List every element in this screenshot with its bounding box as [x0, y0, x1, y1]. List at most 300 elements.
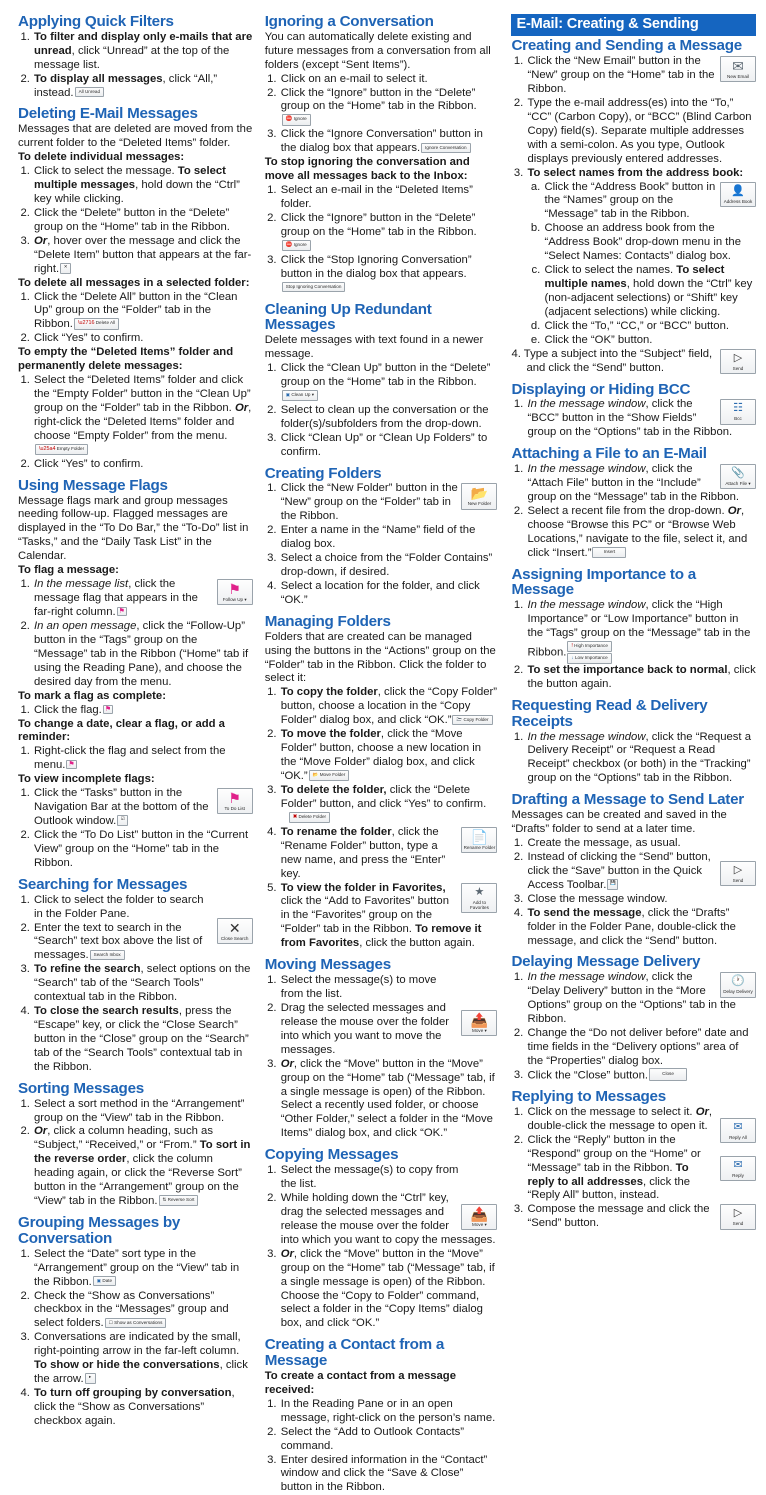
ribbon-chip-delete-all[interactable]: [74, 318, 119, 329]
step-text: Select a choice from the “Folder Contains” drop-down, if desired.: [280, 552, 493, 579]
step-text: Click to select the message.: [34, 165, 178, 178]
folder-icon: 📂: [470, 485, 489, 502]
button-label: New Email: [727, 74, 749, 80]
step-text: Check the “Show as Conversations” checkbox in the “Messages” group and select folders.: [34, 1289, 229, 1330]
clock-icon: 🕐: [731, 975, 745, 988]
button-label: Send: [732, 877, 744, 883]
chip-label: Date: [102, 1277, 113, 1283]
list-item: [526, 505, 756, 561]
section-heading-displaying-hiding-bcc: Displaying or Hiding BCC: [511, 380, 691, 398]
step-italic: In the message window: [527, 730, 646, 743]
step-text-2: , click the “Move” button in the “Move” group on the “Home” tab (“Message” tab, if a single message is open) of the Ribbon. Select a recently used folder, or choose “Other Folder,” select a folder in the “Move Items” dialog box, and click “OK.”: [280, 1057, 495, 1140]
expand-arrow-icon[interactable]: ▸: [85, 1373, 96, 1384]
section-intro: Messages can be created and saved in the “Drafts” folder to send at a later time.: [511, 809, 727, 835]
new-folder-button[interactable]: [461, 483, 497, 509]
show-as-conversations-checkbox[interactable]: ☐ Show as Conversations: [105, 1318, 167, 1329]
send-button[interactable]: [720, 349, 756, 374]
button-label: Reply All: [729, 1134, 747, 1140]
section-heading-copying-messages: Copying Messages: [264, 1146, 399, 1164]
list-item: [526, 907, 756, 949]
step-bold: To reply to all addresses: [527, 1161, 689, 1188]
move-button-copy[interactable]: [461, 1204, 497, 1230]
list-quick-filters: [18, 31, 253, 101]
step-text-2: , right-click the “Deleted Items” folder and choose “Empty Folder” from the menu.: [34, 402, 252, 442]
move-icon: 📤: [470, 1012, 489, 1029]
address-book-icon: 👤: [731, 184, 745, 197]
step-bold: To rename the folder: [280, 825, 392, 838]
chip-label: Ignore: [293, 116, 307, 122]
close-search-button[interactable]: [217, 918, 253, 944]
chip-label: Reverse Sort: [167, 1197, 195, 1203]
clean-up-icon: ▣: [285, 392, 291, 398]
step-bold: To copy the folder: [280, 686, 378, 699]
section-heading-delaying-message-delivery: Delaying Message Delivery: [511, 953, 701, 971]
low-importance-button[interactable]: [567, 653, 612, 664]
list-item: [280, 826, 498, 882]
step-or: Or: [695, 1105, 709, 1118]
step-italic: In the message list: [34, 578, 129, 591]
step-number: 4.: [511, 347, 521, 360]
step-or: Or: [280, 1247, 294, 1260]
step-text: Click on an e-mail to select it.: [280, 72, 428, 85]
step-bold: To delete the folder,: [280, 783, 387, 796]
ribbon-chip-copy-folder[interactable]: [452, 715, 492, 726]
button-label: Send: [732, 365, 744, 371]
step-text: Select the message(s) to move from the list.: [280, 974, 437, 1000]
follow-up-button[interactable]: [217, 579, 253, 605]
bcc-button[interactable]: [720, 399, 756, 424]
bcc-icon: ☷: [733, 402, 743, 415]
subheading-delete-individual: To delete individual messages:: [18, 151, 185, 164]
send-button-reply[interactable]: [720, 1204, 756, 1229]
step-bold: To filter and display only e-mails that are unread: [34, 30, 253, 57]
reply-icon: ✉: [733, 1159, 743, 1172]
step-text-2: , click the “Follow-Up” button in the “Tags” group on the “Message” tab in the Ribbon (“Home” tab if using the Reading Pane), and choose the desired day from the menu.: [34, 619, 249, 688]
section-intro: Delete messages with text found in a newer message.: [264, 334, 484, 361]
list-item: [280, 87, 498, 129]
list-item: [33, 745, 253, 773]
step-text: Select a location for the folder, and click “OK.”: [280, 580, 480, 606]
step-bold: To select multiple messages: [34, 165, 226, 192]
step-bold: To set the importance back to normal: [527, 664, 728, 677]
step-text: Enter the text to search in the “Search” text box above the list of messages.: [34, 921, 203, 962]
chip-label: Copy Folder: [463, 716, 489, 722]
step-or: Or: [234, 402, 249, 415]
step-text-3: , click the arrow.: [34, 1359, 248, 1386]
button-label: Delay Delivery: [723, 989, 753, 995]
list-item: [33, 1098, 253, 1126]
folder-icon: \u25a4: [39, 445, 56, 452]
list-item: [280, 1248, 498, 1332]
ribbon-chip-ignore[interactable]: [282, 240, 311, 251]
section-heading-drafting-message: Drafting a Message to Send Later: [511, 791, 744, 809]
list-item: [280, 404, 498, 432]
step-or: Or: [34, 234, 48, 247]
list-item: [33, 207, 253, 235]
step-bold: To show or hide the conversations: [34, 1359, 220, 1372]
step-text-3: , click the column heading again, or click the “Reverse Sort” button in the “Arrangement” group on the “View” tab in the Ribbon.: [34, 1153, 242, 1208]
star-icon: 5. ★: [474, 885, 485, 898]
list-item: [280, 432, 498, 460]
subheading-empty-deleted-items: To empty the “Deleted Items” folder and permanently delete messages:: [18, 346, 234, 373]
section-heading-searching-for-messages: Searching for Messages: [18, 875, 188, 893]
list-item: [526, 1203, 756, 1231]
subheading-stop-ignoring: To stop ignoring the conversation and move all messages back to the Inbox:: [264, 156, 470, 183]
add-to-favorites-button[interactable]: [461, 883, 497, 914]
close-button[interactable]: Close: [649, 1068, 687, 1081]
step-text: Select a sort method in the “Arrangement” group on the “View” tab in the Ribbon.: [34, 1097, 245, 1124]
chip-label: Ignore: [293, 241, 307, 247]
send-icon: ▷: [733, 863, 743, 876]
section-heading-creating-contact-from-message: Creating a Contact from a Message: [264, 1336, 445, 1370]
step-italic: In the message window: [527, 971, 646, 984]
list-item: [33, 165, 253, 207]
ribbon-chip-clean-up[interactable]: [282, 390, 318, 401]
step-text: Click the “Clean Up” button in the “Delete” group on the “Home” tab in the Ribbon.: [280, 362, 491, 389]
column-right: [507, 14, 756, 1230]
envelope-icon: ✉: [732, 58, 744, 75]
button-label: Reply: [732, 1173, 744, 1179]
list-item: [280, 552, 498, 580]
step-text-2: , click the “Move” button in the “Move” group on the “Home” tab (“Message” tab, if a single message is open) of the Ribbon. Choose the “Copy to Folder” command, select a folder in the “Copy Items” dialog box, and click “OK.”: [280, 1247, 495, 1330]
step-bold: To select multiple names: [544, 264, 725, 291]
step-text: Enter desired information in the “Contact” window and click the “Save & Close” button in the Ribbon.: [280, 1453, 488, 1494]
list-item: [280, 1058, 498, 1142]
reply-all-icon: ✉: [733, 1120, 743, 1133]
ribbon-chip-all-unread[interactable]: All Unread: [75, 87, 104, 98]
chip-label: Delete All: [95, 320, 116, 326]
close-icon: ✕: [228, 919, 241, 936]
list-item: [33, 31, 253, 73]
high-importance-icon: !: [571, 642, 573, 649]
list-managing-folders: [265, 686, 498, 951]
list-item: [543, 264, 756, 320]
step-text: Select the message(s) to copy from the list.: [280, 1164, 459, 1191]
section-heading-managing-folders: Managing Folders: [264, 612, 391, 630]
step-text: Instead of clicking the “Send” button, click the “Save” button in the Quick Access Toolbar.: [527, 850, 711, 891]
list-item: [33, 458, 253, 472]
ribbon-chip-ignore[interactable]: [282, 114, 311, 125]
list-item: [280, 254, 498, 296]
step-text: Select the “Add to Outlook Contacts” command.: [280, 1425, 465, 1452]
step-text-2: , click the “Show as Conversations” checkbox again.: [34, 1387, 235, 1427]
list-ignore-conversation: [265, 73, 498, 157]
chip-label: Move Folder: [319, 772, 346, 778]
tasks-icon[interactable]: ☑: [117, 815, 128, 826]
chip-label: Empty Folder: [56, 445, 85, 451]
step-text: In the Reading Pane or in an open message, right-click on the person’s name.: [280, 1397, 496, 1424]
list-item: [280, 686, 498, 728]
section-heading-moving-messages: Moving Messages: [264, 956, 391, 974]
list-item: [280, 212, 498, 254]
step-text: Type the e-mail address(es) into the “To,” “CC” (Carbon Copy), or “BCC” (Blind Carbon Copy) field(s). Separate multiple addresses with a semi-colon. As you type, Outlook displays previously entered addresses.: [527, 96, 752, 165]
step-text: Close the message window.: [527, 892, 668, 905]
reply-button[interactable]: [720, 1156, 756, 1181]
step-bold: To close the search results: [34, 1005, 179, 1018]
ignore-icon: ⛔: [285, 116, 293, 123]
step-bold: To view the folder in Favorites,: [280, 881, 446, 894]
list-item: [543, 320, 756, 334]
list-sorting: [18, 1098, 253, 1210]
list-item: [33, 332, 253, 346]
to-do-list-button[interactable]: [217, 788, 253, 814]
button-label: Close Search: [220, 935, 249, 941]
list-item: [280, 580, 498, 608]
ribbon-chip-delete-folder[interactable]: [289, 812, 330, 823]
list-empty-folder: [18, 374, 253, 472]
step-text: Choose an address book from the “Address Book” drop-down menu in the “Select Names: Contacts” dialog box.: [544, 222, 741, 263]
step-text-3: , hold down the “Ctrl” key (non-adjacent selections) or “Shift” key (adjacent selections) while clicking.: [544, 278, 753, 318]
to-do-list-icon: ⚑: [228, 790, 241, 807]
list-item: [526, 893, 756, 907]
step-text: Drag the selected messages and release the mouse over the folder into which you want to move the messages.: [280, 1001, 449, 1056]
step-text-2: , click the button again.: [527, 664, 756, 690]
step-text: Click the “Address Book” button in the “Names” group on the “Message” tab in the Ribbon.: [544, 180, 716, 221]
button-label: To Do List: [224, 806, 245, 812]
step-text: Click “Yes” to confirm.: [34, 457, 144, 470]
step-text: Click the flag.: [34, 703, 102, 716]
button-label: Bcc: [734, 416, 742, 422]
step-text: Change the “Do not deliver before” date and time fields in the “Delivery options” area of the “Properties” dialog box.: [527, 1026, 749, 1067]
list-item: [526, 599, 756, 664]
search-box-chip[interactable]: Search Inbox: [90, 950, 125, 961]
ribbon-chip-empty-folder[interactable]: [35, 444, 88, 455]
list-item: [33, 704, 253, 718]
step-text: Select to clean up the conversation or the folder(s)/subfolders from the drop-down.: [280, 403, 489, 430]
step-bold: To refine the search: [34, 963, 141, 976]
step-text: Click the “Tasks” button in the Navigation Bar at the bottom of the Outlook window.: [34, 787, 209, 828]
step-text: Click on the message to select it.: [527, 1105, 696, 1118]
step-text: Click the “Ignore Conversation” button in the dialog box that appears.: [280, 128, 483, 155]
step-text: Select the “Date” sort type in the “Arrangement” group on the “View” tab in the Ribbon.: [34, 1247, 240, 1288]
step-text-2: , click the “Move Folder” button, choose a new location in the “Move Folder” dialog box, and click “OK.”: [280, 728, 482, 783]
list-item: [280, 1164, 498, 1192]
subheading-change-date-clear-flag: To change a date, clear a flag, or add a reminder:: [18, 717, 225, 744]
step-text-2: , hold down the “Ctrl” key while clicking.: [34, 179, 240, 205]
list-item: [526, 97, 756, 167]
subheading-create-contact: To create a contact from a message received:: [264, 1369, 456, 1396]
delete-icon: \u2716: [77, 320, 95, 327]
step-text-2: , hover over the message and click the “Delete Item” button that appears at the far-right.: [34, 234, 252, 275]
step-text-3: , double-click the message to open it.: [527, 1105, 713, 1132]
step-text-2: , click the “BCC” button in the “Show Fields” group on the “Options” tab in the Ribbon.: [527, 398, 733, 439]
address-book-button[interactable]: [720, 182, 756, 207]
flag-icon-inline[interactable]: ⚑: [118, 608, 125, 616]
step-text: Click the “New Folder” button in the “New” group on the “Folder” tab in the Ribbon.: [280, 482, 458, 523]
button-label: Attach File ▾: [725, 481, 751, 487]
step-text: , click “Unread” at the top of the message list.: [34, 44, 230, 71]
list-item: [33, 829, 253, 871]
chip-label: Low Importance: [574, 654, 608, 660]
step-text: Click to select the folder to search in the Folder Pane.: [34, 893, 204, 920]
button-label: Follow Up ▾: [222, 597, 247, 603]
subheading-delete-all: To delete all messages in a selected folder:: [18, 276, 250, 289]
step-text: Compose the message and click the “Send” button.: [527, 1203, 710, 1230]
send-button-drafts[interactable]: [720, 861, 756, 886]
list-item: [33, 374, 253, 458]
list-item: [33, 1387, 253, 1429]
rename-folder-button[interactable]: [461, 827, 497, 853]
step-or: Or: [34, 1125, 48, 1138]
step-bold: To turn off grouping by conversation: [34, 1387, 232, 1400]
step-text: Select a recent file from the drop-down.: [527, 504, 728, 517]
step-text: Click the “New Email” button in the “New” group on the “Home” tab in the Ribbon.: [527, 55, 715, 95]
step-text: Create the message, as usual.: [527, 836, 681, 849]
step-text: Click the “Ignore” button in the “Delete” group on the “Home” tab in the Ribbon.: [280, 86, 477, 113]
step-text: Click “Clean Up” or “Clean Up Folders” to confirm.: [280, 431, 488, 458]
list-item: [33, 235, 253, 277]
list-item: [280, 728, 498, 784]
button-label: Address Book: [723, 198, 753, 204]
section-heading-cleaning-up-redundant: Cleaning Up Redundant Messages: [264, 300, 432, 334]
step-text: Click to select the names.: [544, 264, 677, 277]
list-item: [526, 664, 756, 692]
step-bold-2: To remove it from Favorites: [280, 923, 482, 950]
high-importance-button[interactable]: [567, 641, 612, 652]
step-text: While holding down the “Ctrl” key, drag the selected messages and release the mouse over the folder into which you want to copy the messages.: [280, 1191, 496, 1246]
step-bold: To display all messages: [34, 72, 163, 85]
list-item: [33, 73, 253, 101]
list-item: [543, 222, 756, 264]
attach-file-button[interactable]: [720, 464, 756, 489]
step-text-3: , click the “Reply All” button, instead.: [527, 1175, 691, 1202]
section-heading-assigning-importance: Assigning Importance to a Message: [511, 565, 696, 599]
list-item: [33, 291, 253, 333]
flag-icon-inline[interactable]: ⚑: [68, 761, 75, 769]
step-italic: In the message window: [527, 398, 646, 411]
rename-folder-icon: 4. 📄: [470, 828, 489, 845]
list-item: [33, 1290, 253, 1332]
list-delete-all: [18, 291, 253, 347]
list-item: [33, 1248, 253, 1290]
step-text: Click the “OK” button.: [544, 333, 653, 346]
delete-folder-icon: ✖: [292, 813, 298, 820]
ribbon-chip-move-folder[interactable]: [309, 770, 350, 781]
step-text-3: , click the button again.: [359, 937, 475, 950]
ribbon-chip-date[interactable]: [93, 1276, 116, 1287]
section-heading-attaching-file: Attaching a File to an E-Mail: [511, 445, 707, 463]
list-item: [526, 167, 756, 348]
ignore-icon: ⛔: [285, 241, 293, 248]
step-text: Select an e-mail in the “Deleted Items” folder.: [280, 184, 473, 211]
list-stop-ignoring: [265, 184, 498, 296]
list-item: [280, 184, 498, 212]
list-creating-sending: [511, 55, 756, 348]
button-label: Add to Favorites: [469, 899, 489, 910]
paperclip-icon: 📎: [731, 467, 745, 480]
list-item: [33, 1125, 253, 1209]
step-text-2: , click the “Drafts” folder in the Folder Pane, double-click the message, and click the “Send” button.: [527, 906, 736, 947]
step-text: Click the “Stop Ignoring Conversation” button in the dialog box that appears.: [280, 253, 472, 280]
list-item: [280, 882, 498, 952]
list-grouping: [18, 1248, 253, 1429]
section-intro: You can automatically delete existing and future messages from a conversation from all folders (except “Sent Items”).: [264, 30, 491, 71]
section-heading-grouping-by-conversation: Grouping Messages by Conversation: [18, 1214, 181, 1247]
section-heading-using-message-flags: Using Message Flags: [18, 476, 168, 494]
move-folder-icon: 📂: [312, 772, 319, 778]
list-item: [33, 963, 253, 1005]
step-text-2: , click the “High Importance” or “Low Importance” button in the “Tags” group on the “Message” tab in the Ribbon.: [527, 599, 751, 659]
delay-delivery-button[interactable]: [720, 972, 756, 997]
send-icon: 3. ▷: [733, 1207, 743, 1220]
list-item: [33, 1331, 253, 1387]
list-moving-messages: [265, 974, 498, 1141]
column-left: [18, 13, 263, 1427]
chip-label: Clean Up ▾: [291, 392, 315, 398]
chip-label: Show as Conversations: [114, 1319, 163, 1325]
section-heading-creating-folders: Creating Folders: [264, 464, 382, 482]
list-item: [526, 1027, 756, 1069]
step-bold: To sort in the reverse order: [34, 1139, 251, 1166]
list-item: [280, 73, 498, 87]
stop-ignoring-conversation-button[interactable]: Stop Ignoring Conversation: [282, 282, 346, 293]
step-text-2: , click the message flag that appears in the far-right column.: [34, 578, 198, 619]
subheading-view-incomplete-flags: To view incomplete flags:: [18, 773, 155, 786]
step-text: Click the “To,” “CC,” or “BCC” button.: [544, 319, 729, 332]
step-text-2: , select options on the “Search” tab of the “Search Tools” contextual tab in the Ribbon.: [34, 963, 251, 1004]
step-text: Select the “Deleted Items” folder and click the “Empty Folder” button in the “Clean Up” group on the “Folder” tab in the Ribbon.: [34, 374, 251, 415]
section-heading-deleting-email-messages: Deleting E-Mail Messages: [18, 105, 198, 123]
section-heading-read-delivery-receipts: Requesting Read & Delivery Receipts: [511, 696, 708, 730]
step-bold: To select names from the address book:: [527, 166, 744, 179]
flag-icon-inline[interactable]: ⚑: [104, 705, 112, 713]
step-text: Click the “Delete” button in the “Delete” group on the “Home” tab in the Ribbon.: [34, 206, 230, 233]
list-item: [280, 128, 498, 156]
section-heading-ignoring-a-conversation: Ignoring a Conversation: [264, 13, 434, 30]
step-text: , click “All,” instead.: [34, 72, 218, 99]
list-item: [280, 974, 498, 1002]
section-heading-replying-to-messages: Replying to Messages: [511, 1088, 666, 1106]
list-item: [33, 620, 253, 690]
list-item: [33, 1005, 253, 1075]
list-item: [280, 1398, 498, 1426]
list-item: [543, 334, 756, 348]
button-label: Send: [732, 1221, 744, 1227]
list-change-flag: [18, 745, 253, 773]
step-text-2: , click a column heading, such as “Subject,” “Received,” or “From.”: [34, 1125, 213, 1152]
banner-email-creating-sending: E-Mail: Creating & Sending: [511, 14, 756, 36]
move-button[interactable]: [461, 1010, 497, 1036]
list-create-contact: [265, 1398, 498, 1495]
move-icon: 📤: [470, 1206, 489, 1223]
new-email-button[interactable]: [720, 56, 756, 82]
step-text-2: , press the “Escape” key, or click the “Close Search” button in the “Close” group on the “Search” tab of the “Search Tools” contextual tab in the Ribbon.: [34, 1005, 249, 1073]
step-text-3: , choose “Browse this PC” or “Browse Web Locations,” navigate to the file, select it, and click “Insert.”: [527, 504, 748, 559]
step-text: Enter a name in the “Name” field of the dialog box.: [280, 524, 476, 551]
list-copying-messages: [265, 1164, 498, 1331]
list-mark-complete: [18, 704, 253, 718]
step-text: Type a subject into the “Subject” field, and click the “Send” button.: [523, 347, 713, 374]
step-text: Right-click the flag and select from the menu.: [34, 745, 226, 772]
step-text: Click “Yes” to confirm.: [34, 332, 144, 345]
reply-all-button[interactable]: [720, 1118, 756, 1143]
list-clean-up: [265, 362, 498, 460]
list-drafting: [511, 837, 756, 949]
copy-folder-icon: 🗁: [456, 716, 463, 722]
delete-item-icon[interactable]: ✕: [60, 263, 71, 274]
step-bold: To send the message: [527, 906, 642, 919]
section-heading-creating-sending-message: Creating and Sending a Message: [511, 37, 742, 55]
subheading-flag-a-message: To flag a message:: [18, 564, 119, 577]
save-icon[interactable]: 💾: [607, 879, 618, 890]
ignore-conversation-button[interactable]: Ignore Conversation: [421, 143, 470, 154]
step-italic: In the message window: [527, 599, 646, 612]
step-text-2: , click the “Copy Folder” button, choose a location in the “Copy Folder” dialog box, and click “OK.”: [280, 686, 498, 727]
ribbon-chip-reverse-sort[interactable]: ⇅ Reverse Sort: [159, 1195, 199, 1206]
button-label: Move ▾: [472, 1222, 487, 1228]
insert-button[interactable]: Insert: [592, 547, 626, 558]
list-item: [280, 524, 498, 552]
